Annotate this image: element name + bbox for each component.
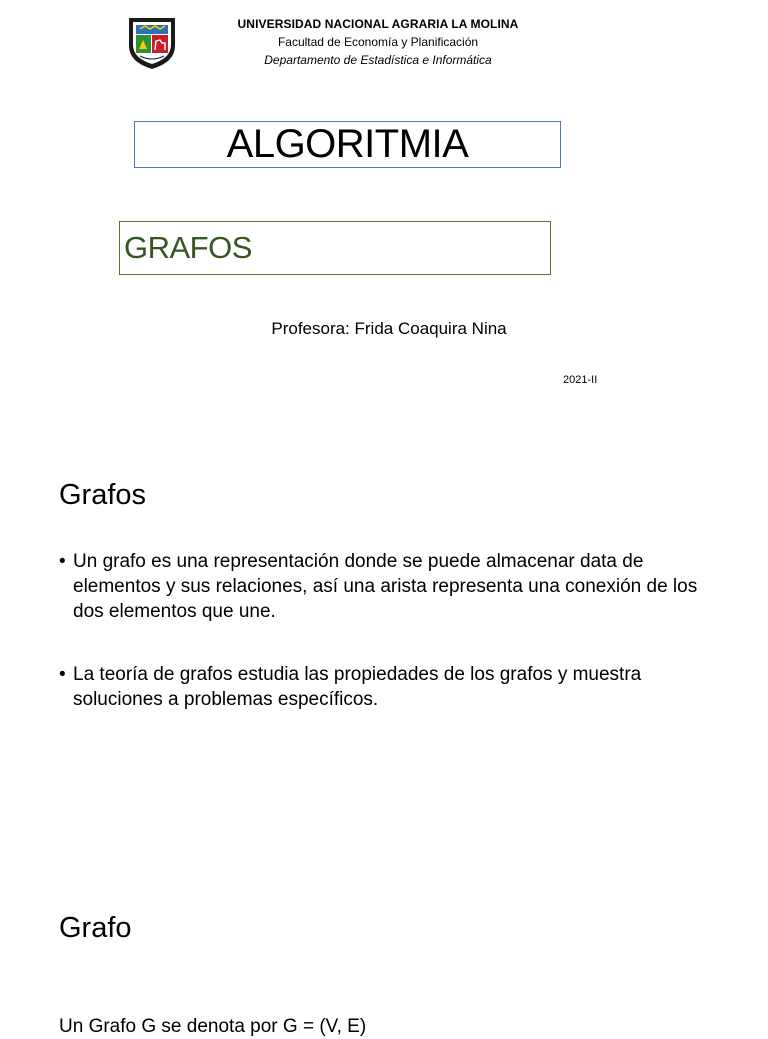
university-name: UNIVERSIDAD NACIONAL AGRARIA LA MOLINA [237, 17, 519, 31]
department-name: Departamento de Estadística e Informática [264, 53, 492, 67]
grafo-notation-slide [0, 864, 768, 1037]
university-header [228, 15, 528, 69]
grafos-definition-slide [0, 432, 768, 862]
university-crest-logo [127, 16, 177, 70]
bullet-item: • La teoría de grafos estudia las propiedades de los grafos y muestra soluciones a problemas específicos. [59, 662, 719, 712]
topic-title: GRAFOS [124, 230, 252, 265]
course-title: ALGORITMIA [226, 122, 469, 166]
topic-title-box [119, 221, 551, 275]
faculty-name: Facultad de Economía y Planificación [277, 35, 479, 49]
slide-heading: Grafo [59, 912, 132, 944]
bullet-list [59, 549, 719, 750]
course-title-box [134, 121, 561, 168]
title-slide [0, 0, 768, 430]
academic-term: 2021-II [563, 374, 598, 386]
professor-name: Profesora: Frida Coaquira Nina [271, 319, 507, 338]
graph-notation-text: Un Grafo G se denota por G = (V, E) [59, 1016, 367, 1037]
slide-heading: Grafos [59, 479, 147, 511]
bullet-item: • Un grafo es una representación donde se puede almacenar data de elementos y sus relaciones, así una arista representa una conexión de los dos elementos que une. [59, 549, 719, 624]
